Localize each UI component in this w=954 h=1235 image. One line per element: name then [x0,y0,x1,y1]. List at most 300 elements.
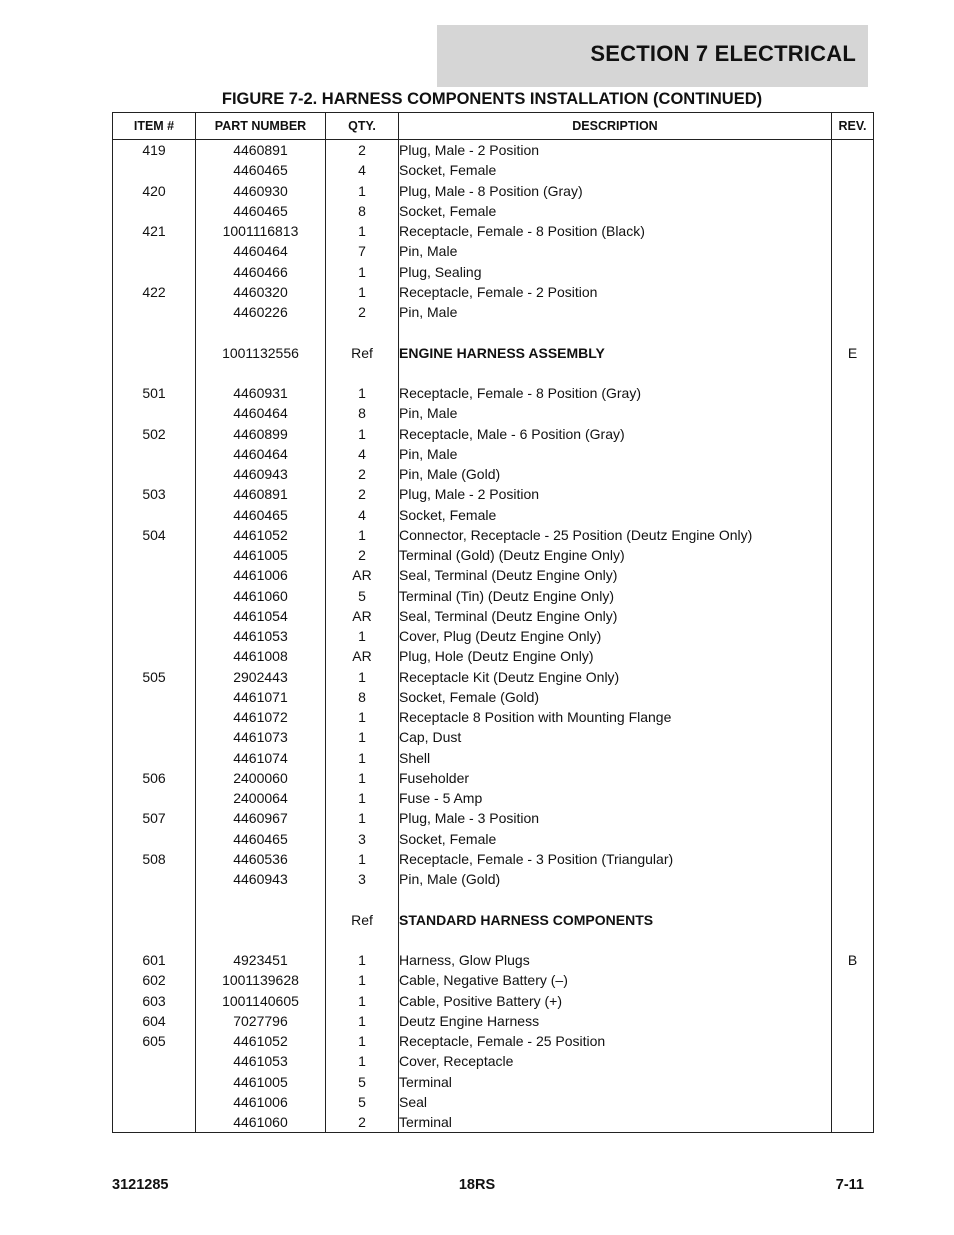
table-row [113,424,874,444]
cell-qty: 3 [326,829,399,849]
cell-rev [832,788,874,808]
cell-description: Receptacle, Female - 8 Position (Gray) [399,383,832,403]
cell-description: Socket, Female [399,201,832,221]
cell-item [113,727,196,747]
cell-item [113,829,196,849]
cell-description: Pin, Male (Gold) [399,869,832,889]
cell-part-number: 4460891 [196,140,326,161]
cell-item: 504 [113,525,196,545]
figure-title: FIGURE 7-2. HARNESS COMPONENTS INSTALLATION (CONTINUED) [221,90,763,108]
cell-item [113,869,196,889]
table-row [113,748,874,768]
cell-description: Connector, Receptacle - 25 Position (Deutz Engine Only) [399,525,832,545]
cell-item: 503 [113,484,196,504]
cell-rev [832,586,874,606]
cell-part-number: 1001140605 [196,991,326,1011]
table-row [113,322,874,342]
cell-part-number: 4460465 [196,160,326,180]
cell-item [113,788,196,808]
cell-description: Shell [399,748,832,768]
table-row [113,484,874,504]
table-row [113,930,874,950]
cell-qty: 8 [326,201,399,221]
cell-part-number: 4460891 [196,484,326,504]
cell-rev: E [832,343,874,363]
cell-part-number: 4460465 [196,201,326,221]
cell-qty: 7 [326,241,399,261]
cell-item: 422 [113,282,196,302]
cell-rev [832,889,874,909]
cell-description: Seal, Terminal (Deutz Engine Only) [399,606,832,626]
table-row [113,1011,874,1031]
cell-description: Cap, Dust [399,727,832,747]
cell-qty: 1 [326,626,399,646]
cell-qty [326,930,399,950]
cell-item [113,241,196,261]
cell-qty: 1 [326,727,399,747]
cell-rev [832,201,874,221]
cell-part-number: 4461053 [196,1051,326,1071]
cell-rev [832,768,874,788]
cell-description: Plug, Male - 3 Position [399,808,832,828]
cell-rev [832,363,874,383]
cell-rev [832,1031,874,1051]
cell-qty: 2 [326,140,399,161]
cell-rev [832,282,874,302]
cell-item: 602 [113,970,196,990]
cell-item [113,606,196,626]
cell-part-number: 4460465 [196,829,326,849]
cell-item [113,545,196,565]
cell-rev [832,302,874,322]
table-row [113,1031,874,1051]
cell-qty: 4 [326,505,399,525]
cell-rev [832,241,874,261]
footer-page-number: 7-11 [835,1177,864,1193]
cell-item: 603 [113,991,196,1011]
cell-qty: 1 [326,788,399,808]
cell-part-number: 4461073 [196,727,326,747]
cell-item: 421 [113,221,196,241]
cell-qty: AR [326,565,399,585]
table-row [113,201,874,221]
cell-part-number: 4461071 [196,687,326,707]
cell-rev [832,1112,874,1133]
cell-description: Terminal (Gold) (Deutz Engine Only) [399,545,832,565]
cell-item: 601 [113,950,196,970]
cell-qty: 1 [326,768,399,788]
cell-qty: 1 [326,667,399,687]
cell-qty: 1 [326,221,399,241]
cell-rev [832,829,874,849]
table-row [113,262,874,282]
cell-description: Plug, Male - 2 Position [399,484,832,504]
cell-rev [832,707,874,727]
table-row [113,383,874,403]
cell-description: Socket, Female [399,829,832,849]
cell-part-number: 4460466 [196,262,326,282]
column-header-part-number: PART NUMBER [196,113,326,140]
table-row [113,343,874,363]
cell-rev [832,849,874,869]
cell-description: STANDARD HARNESS COMPONENTS [399,910,832,930]
table-row [113,444,874,464]
cell-part-number: 4461072 [196,707,326,727]
table-row [113,363,874,383]
table-row [113,849,874,869]
cell-part-number: 4460226 [196,302,326,322]
table-row [113,403,874,423]
cell-rev [832,545,874,565]
cell-part-number: 4461053 [196,626,326,646]
cell-qty: 5 [326,1072,399,1092]
cell-description: Pin, Male [399,241,832,261]
table-row [113,140,874,161]
table-row [113,505,874,525]
cell-rev [832,626,874,646]
cell-description: Receptacle, Female - 2 Position [399,282,832,302]
table-row [113,991,874,1011]
cell-description: Pin, Male [399,302,832,322]
cell-description [399,322,832,342]
table-row [113,565,874,585]
cell-qty [326,889,399,909]
table-row [113,970,874,990]
cell-rev [832,383,874,403]
cell-rev [832,424,874,444]
cell-item [113,748,196,768]
table-row [113,464,874,484]
cell-part-number: 1001116813 [196,221,326,241]
cell-qty: 2 [326,302,399,322]
cell-item [113,626,196,646]
cell-rev [832,727,874,747]
cell-qty: 3 [326,869,399,889]
cell-rev [832,646,874,666]
cell-part-number: 4460931 [196,383,326,403]
cell-rev [832,322,874,342]
cell-description: Receptacle, Female - 8 Position (Black) [399,221,832,241]
table-row [113,181,874,201]
cell-qty: 1 [326,383,399,403]
cell-rev [832,910,874,930]
cell-qty: Ref [326,343,399,363]
cell-item: 501 [113,383,196,403]
cell-description: Deutz Engine Harness [399,1011,832,1031]
table-row [113,221,874,241]
table-row [113,302,874,322]
cell-item: 506 [113,768,196,788]
cell-qty: 1 [326,424,399,444]
cell-rev [832,687,874,707]
cell-rev [832,221,874,241]
cell-part-number [196,930,326,950]
cell-item [113,343,196,363]
cell-qty: 1 [326,849,399,869]
cell-part-number: 4460464 [196,241,326,261]
cell-description: Cover, Plug (Deutz Engine Only) [399,626,832,646]
cell-rev [832,667,874,687]
cell-part-number [196,910,326,930]
cell-qty: 1 [326,525,399,545]
cell-rev [832,444,874,464]
cell-rev [832,970,874,990]
cell-description: Terminal [399,1072,832,1092]
table-row [113,241,874,261]
cell-part-number: 4461060 [196,586,326,606]
cell-part-number: 4460930 [196,181,326,201]
cell-description: Pin, Male (Gold) [399,464,832,484]
cell-part-number: 4460943 [196,869,326,889]
cell-item [113,160,196,180]
cell-part-number: 1001132556 [196,343,326,363]
cell-qty: 1 [326,748,399,768]
cell-qty: 1 [326,970,399,990]
cell-qty: 2 [326,464,399,484]
cell-part-number: 4460464 [196,403,326,423]
cell-qty [326,322,399,342]
cell-item [113,464,196,484]
cell-part-number: 1001139628 [196,970,326,990]
cell-item: 419 [113,140,196,161]
table-row [113,707,874,727]
cell-description: Receptacle 8 Position with Mounting Flange [399,707,832,727]
cell-description: Cable, Positive Battery (+) [399,991,832,1011]
cell-item [113,646,196,666]
cell-part-number: 4461052 [196,1031,326,1051]
cell-part-number: 4461006 [196,1092,326,1112]
table-row [113,1112,874,1133]
table-row [113,606,874,626]
column-header-description: DESCRIPTION [399,113,832,140]
table-row [113,727,874,747]
cell-part-number: 4461074 [196,748,326,768]
cell-part-number: 4460464 [196,444,326,464]
cell-qty: 2 [326,484,399,504]
table-row [113,646,874,666]
parts-table-body [113,140,874,1133]
cell-rev [832,505,874,525]
cell-item [113,363,196,383]
table-row [113,545,874,565]
table-row [113,282,874,302]
cell-qty: 2 [326,1112,399,1133]
cell-description: Socket, Female [399,160,832,180]
table-row [113,626,874,646]
table-row [113,687,874,707]
table-header-row [113,113,874,140]
cell-description: ENGINE HARNESS ASSEMBLY [399,343,832,363]
cell-part-number: 4460943 [196,464,326,484]
cell-part-number: 4460320 [196,282,326,302]
cell-description: Terminal (Tin) (Deutz Engine Only) [399,586,832,606]
cell-item: 505 [113,667,196,687]
cell-item [113,910,196,930]
table-row [113,1092,874,1112]
cell-part-number: 4923451 [196,950,326,970]
cell-item [113,322,196,342]
cell-rev [832,930,874,950]
cell-item: 502 [113,424,196,444]
cell-rev [832,140,874,161]
cell-description: Receptacle Kit (Deutz Engine Only) [399,667,832,687]
section-banner [437,25,868,87]
cell-qty: 1 [326,282,399,302]
cell-description: Seal [399,1092,832,1112]
cell-description: Plug, Male - 8 Position (Gray) [399,181,832,201]
cell-part-number: 4461008 [196,646,326,666]
cell-part-number: 4460899 [196,424,326,444]
cell-rev: B [832,950,874,970]
cell-qty: 5 [326,1092,399,1112]
cell-qty: 8 [326,403,399,423]
cell-item: 604 [113,1011,196,1031]
cell-description: Fuseholder [399,768,832,788]
cell-part-number [196,889,326,909]
table-row [113,525,874,545]
cell-description: Receptacle, Male - 6 Position (Gray) [399,424,832,444]
cell-qty: 1 [326,950,399,970]
cell-item [113,930,196,950]
cell-qty: 1 [326,181,399,201]
cell-rev [832,1051,874,1071]
table-row [113,829,874,849]
cell-qty: 1 [326,991,399,1011]
cell-item [113,262,196,282]
cell-part-number [196,363,326,383]
cell-rev [832,606,874,626]
table-row [113,1051,874,1071]
table-row [113,869,874,889]
cell-rev [832,160,874,180]
cell-item: 605 [113,1031,196,1051]
cell-qty: AR [326,606,399,626]
cell-item [113,586,196,606]
cell-description [399,363,832,383]
cell-description: Terminal [399,1112,832,1133]
cell-qty: 4 [326,444,399,464]
cell-rev [832,1011,874,1031]
cell-qty: 8 [326,687,399,707]
cell-description: Plug, Hole (Deutz Engine Only) [399,646,832,666]
cell-description: Harness, Glow Plugs [399,950,832,970]
cell-item [113,1072,196,1092]
cell-part-number: 4461052 [196,525,326,545]
cell-part-number: 4460465 [196,505,326,525]
cell-rev [832,565,874,585]
cell-description: Pin, Male [399,444,832,464]
cell-rev [832,484,874,504]
cell-item [113,403,196,423]
cell-description: Pin, Male [399,403,832,423]
cell-rev [832,869,874,889]
cell-qty: 1 [326,262,399,282]
cell-rev [832,748,874,768]
cell-part-number: 2400060 [196,768,326,788]
cell-qty: 1 [326,1031,399,1051]
footer-document-number: 3121285 [112,1177,169,1193]
column-header-qty: QTY. [326,113,399,140]
cell-qty: 1 [326,808,399,828]
cell-item [113,444,196,464]
cell-part-number: 2400064 [196,788,326,808]
cell-description: Fuse - 5 Amp [399,788,832,808]
cell-qty: Ref [326,910,399,930]
cell-item: 508 [113,849,196,869]
cell-item: 420 [113,181,196,201]
table-row [113,768,874,788]
cell-item [113,302,196,322]
cell-qty: 5 [326,586,399,606]
cell-part-number: 4461006 [196,565,326,585]
cell-item [113,505,196,525]
cell-part-number: 4460536 [196,849,326,869]
cell-item [113,1092,196,1112]
cell-rev [832,525,874,545]
cell-item [113,201,196,221]
cell-description: Socket, Female [399,505,832,525]
table-row [113,950,874,970]
cell-qty: 2 [326,545,399,565]
cell-qty: AR [326,646,399,666]
cell-rev [832,808,874,828]
cell-rev [832,262,874,282]
cell-item: 507 [113,808,196,828]
cell-item [113,889,196,909]
table-row [113,910,874,930]
table-row [113,586,874,606]
table-row [113,667,874,687]
cell-rev [832,1092,874,1112]
table-row [113,1072,874,1092]
cell-part-number: 4461005 [196,1072,326,1092]
cell-description: Receptacle, Female - 25 Position [399,1031,832,1051]
cell-rev [832,181,874,201]
cell-part-number: 4460967 [196,808,326,828]
cell-part-number: 4461054 [196,606,326,626]
section-title: SECTION 7 ELECTRICAL [590,41,856,66]
column-header-rev: REV. [832,113,874,140]
table-row [113,889,874,909]
cell-rev [832,991,874,1011]
cell-description: Receptacle, Female - 3 Position (Triangular) [399,849,832,869]
cell-item [113,1112,196,1133]
cell-part-number: 7027796 [196,1011,326,1031]
cell-qty: 1 [326,1011,399,1031]
cell-description: Seal, Terminal (Deutz Engine Only) [399,565,832,585]
parts-table [112,112,874,1133]
cell-description: Cable, Negative Battery (–) [399,970,832,990]
cell-part-number: 4461060 [196,1112,326,1133]
cell-qty: 1 [326,707,399,727]
cell-rev [832,464,874,484]
cell-description: Plug, Sealing [399,262,832,282]
column-header-item: ITEM # [113,113,196,140]
cell-part-number [196,322,326,342]
cell-rev [832,403,874,423]
cell-qty: 1 [326,1051,399,1071]
footer-model: 18RS [458,1177,496,1193]
cell-description: Plug, Male - 2 Position [399,140,832,161]
cell-item [113,707,196,727]
cell-part-number: 2902443 [196,667,326,687]
cell-qty [326,363,399,383]
cell-item [113,1051,196,1071]
cell-description [399,930,832,950]
table-row [113,808,874,828]
table-row [113,160,874,180]
table-row [113,788,874,808]
